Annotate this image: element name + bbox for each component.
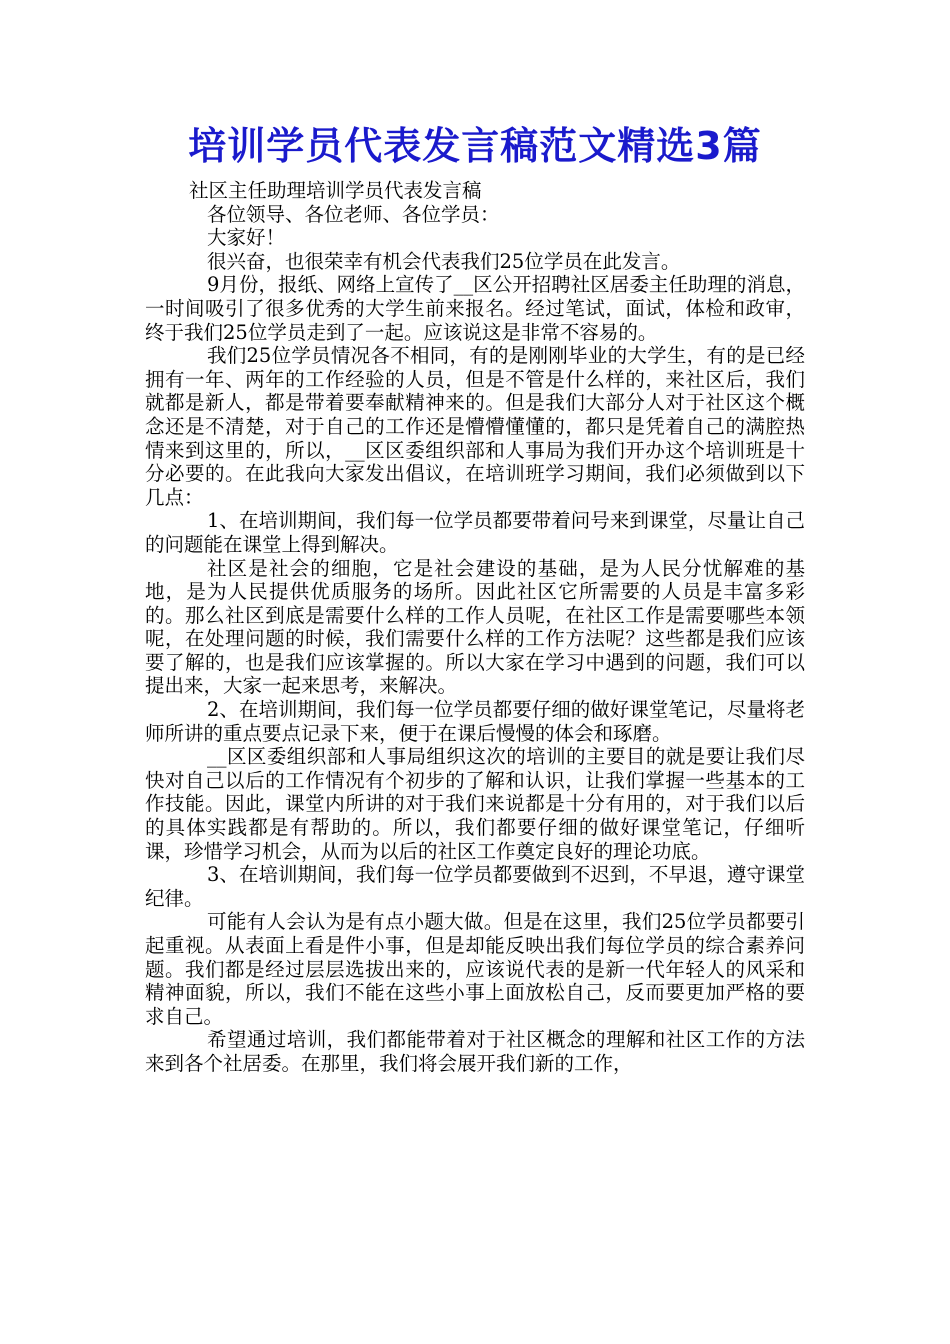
point-3: 3、在培训期间，我们每一位学员都要做到不迟到，不早退，遵守课堂纪律。 <box>145 863 805 910</box>
greeting: 大家好！ <box>207 226 286 250</box>
paragraph: 9月份，报纸、网络上宣传了__区公开招聘社区居委主任助理的消息，一时间吸引了很多优秀的大学生前来报名。经过笔试，面试，体检和政审，终于我们25位学员走到了一起。应该说这是非常不容易的。 <box>145 273 805 344</box>
paragraph: 可能有人会认为是有点小题大做。但是在这里，我们25位学员都要引起重视。从表面上看是件小事，但是却能反映出我们每位学员的综合素养问题。我们都是经过层层选拔出来的，应该说代表的是新一代年轻人的风采和精神面貌，所以，我们不能在这些小事上面放松自己，反而要更加严格的要求自己。 <box>145 910 805 1028</box>
document-subtitle: 社区主任助理培训学员代表发言稿 <box>189 179 482 202</box>
document-title: 培训学员代表发言稿范文精选3篇 <box>188 124 762 168</box>
paragraph: 社区是社会的细胞，它是社会建设的基础，是为人民分忧解难的基地，是为人民提供优质服务的场所。因此社区它所需要的人员是丰富多彩的。那么社区到底是需要什么样的工作人员呢，在社区工作是需要哪些本领呢，在处理问题的时候，我们需要什么样的工作方法呢？这些都是我们应该要了解的，也是我们应该掌握的。所以大家在学习中遇到的问题，我们可以提出来，大家一起来思考，来解决。 <box>145 556 805 698</box>
opening-line: 很兴奋，也很荣幸有机会代表我们25位学员在此发言。 <box>207 249 681 273</box>
salutation: 各位领导、各位老师、各位学员： <box>207 202 500 226</box>
paragraph: 我们25位学员情况各不相同，有的是刚刚毕业的大学生，有的是已经拥有一年、两年的工作经验的人员，但是不管是什么样的，来社区后，我们就都是新人，都是带着要奉献精神来的。但是我们大部分人对于社区这个概念还是不清楚，对于自己的工作还是懵懵懂懂的，都只是凭着自己的满腔热情来到这里的，所以，__区区委组织部和人事局为我们开办这个培训班是十分必要的。在此我向大家发出倡议，在培训班学习期间，我们必须做到以下几点： <box>145 344 805 509</box>
paragraph: __区区委组织部和人事局组织这次的培训的主要目的就是要让我们尽快对自己以后的工作情况有个初步的了解和认识，让我们掌握一些基本的工作技能。因此，课堂内所讲的对于我们来说都是十分有用的，对于我们以后的具体实践都是有帮助的。所以，我们都要仔细的做好课堂笔记，仔细听课，珍惜学习机会，从而为以后的社区工作奠定良好的理论功底。 <box>145 745 805 863</box>
point-2: 2、在培训期间，我们每一位学员都要仔细的做好课堂笔记，尽量将老师所讲的重点要点记录下来，便于在课后慢慢的体会和琢磨。 <box>145 698 805 745</box>
document-page <box>145 118 805 1076</box>
point-1: 1、在培训期间，我们每一位学员都要带着问号来到课堂，尽量让自己的问题能在课堂上得到解决。 <box>145 509 805 556</box>
paragraph: 希望通过培训，我们都能带着对于社区概念的理解和社区工作的方法来到各个社居委。在那里，我们将会展开我们新的工作， <box>145 1028 805 1075</box>
